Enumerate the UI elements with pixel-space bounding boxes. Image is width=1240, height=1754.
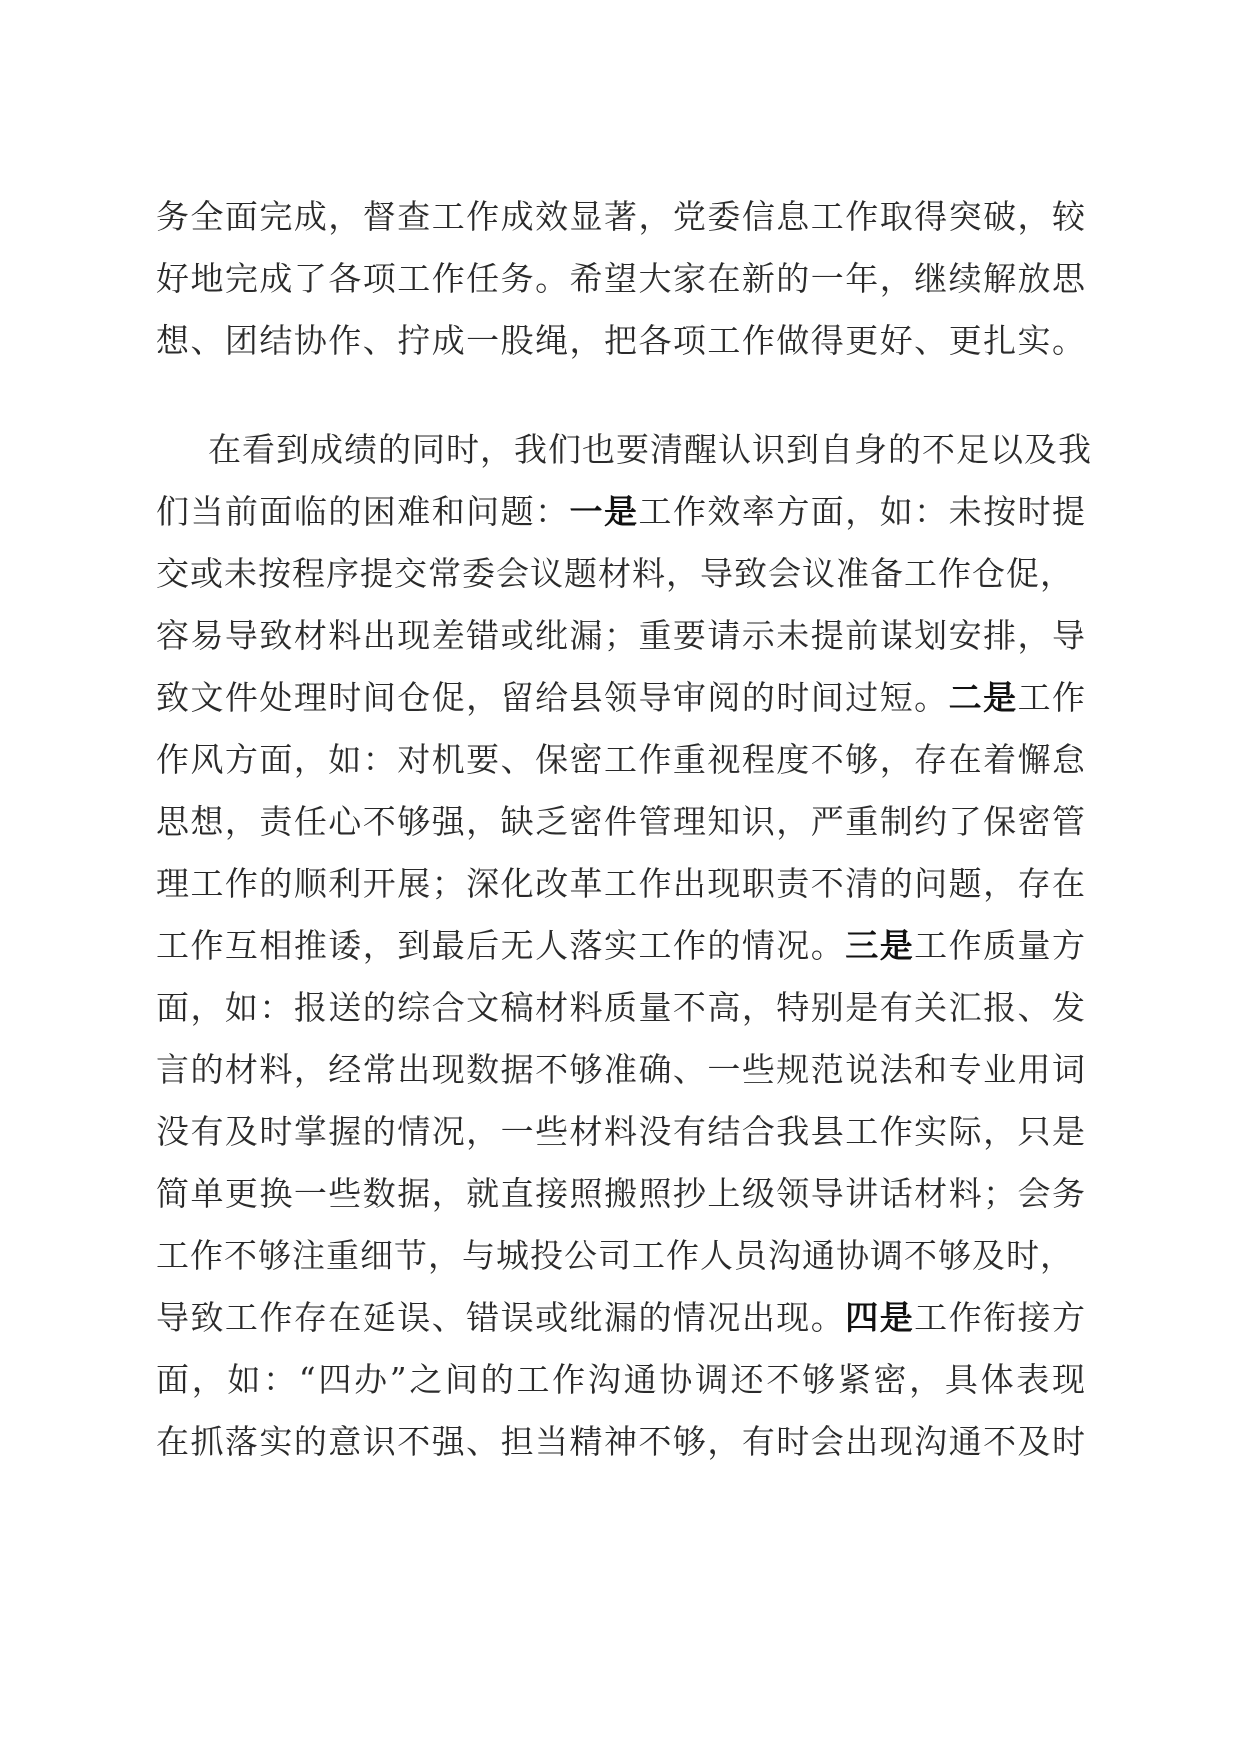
paragraph-line: 简单更换一些数据，就直接照搬照抄上级领导讲话材料；会务 — [156, 1174, 1086, 1213]
text-run: 致文件处理时间仓促，留给县领导审阅的时间过短。 — [156, 678, 949, 717]
paragraph-line: 务全面完成，督查工作成效显著，党委信息工作取得突破，较 — [156, 197, 1086, 236]
bold-marker: 二是 — [948, 678, 1018, 717]
paragraph-line — [156, 921, 1086, 971]
bold-marker: 四是 — [845, 1298, 915, 1337]
paragraph-line: 工作不够注重细节，与城投公司工作人员沟通协调不够及时， — [156, 1236, 1074, 1275]
text-run: 导致工作存在延误、错误或纰漏的情况出现。 — [156, 1298, 846, 1337]
paragraph-line: 想、团结协作、拧成一股绳，把各项工作做得更好、更扎实。 — [156, 321, 1086, 360]
paragraph-line: 思想，责任心不够强，缺乏密件管理知识，严重制约了保密管 — [156, 802, 1086, 841]
text-run: 工作效率方面，如：未按时提 — [638, 492, 1087, 531]
paragraph-line — [156, 1293, 1086, 1343]
text-run: 工作衔接方 — [914, 1298, 1087, 1337]
paragraph-line: 容易导致材料出现差错或纰漏；重要请示未提前谋划安排，导 — [156, 616, 1086, 655]
paragraph-line: 好地完成了各项工作任务。希望大家在新的一年，继续解放思 — [156, 259, 1086, 298]
paragraph-line: 交或未按程序提交常委会议题材料，导致会议准备工作仓促， — [156, 554, 1074, 593]
text-run: 工作 — [1017, 678, 1087, 717]
text-run: 工作质量方 — [914, 926, 1087, 965]
paragraph-line: 言的材料，经常出现数据不够准确、一些规范说法和专业用词 — [156, 1050, 1086, 1089]
paragraph-line: 在抓落实的意识不强、担当精神不够，有时会出现沟通不及时 — [156, 1422, 1086, 1461]
paragraph-line — [156, 673, 1086, 723]
bold-marker: 三是 — [845, 926, 915, 965]
paragraph-line: 理工作的顺利开展；深化改革工作出现职责不清的问题，存在 — [156, 864, 1086, 903]
paragraph-line: 没有及时掌握的情况，一些材料没有结合我县工作实际，只是 — [156, 1112, 1086, 1151]
text-run: 们当前面临的困难和问题： — [156, 492, 570, 531]
text-run: 工作互相推诿，到最后无人落实工作的情况。 — [156, 926, 846, 965]
bold-marker: 一是 — [569, 492, 639, 531]
paragraph-line: 面，如：报送的综合文稿材料质量不高，特别是有关汇报、发 — [156, 988, 1086, 1027]
paragraph-line: 面，如：“四办”之间的工作沟通协调还不够紧密，具体表现 — [156, 1360, 1086, 1399]
paragraph-line: 在看到成绩的同时，我们也要清醒认识到自身的不足以及我 — [208, 430, 1092, 469]
paragraph-line — [156, 487, 1086, 537]
paragraph-line: 作风方面，如：对机要、保密工作重视程度不够，存在着懈怠 — [156, 740, 1086, 779]
